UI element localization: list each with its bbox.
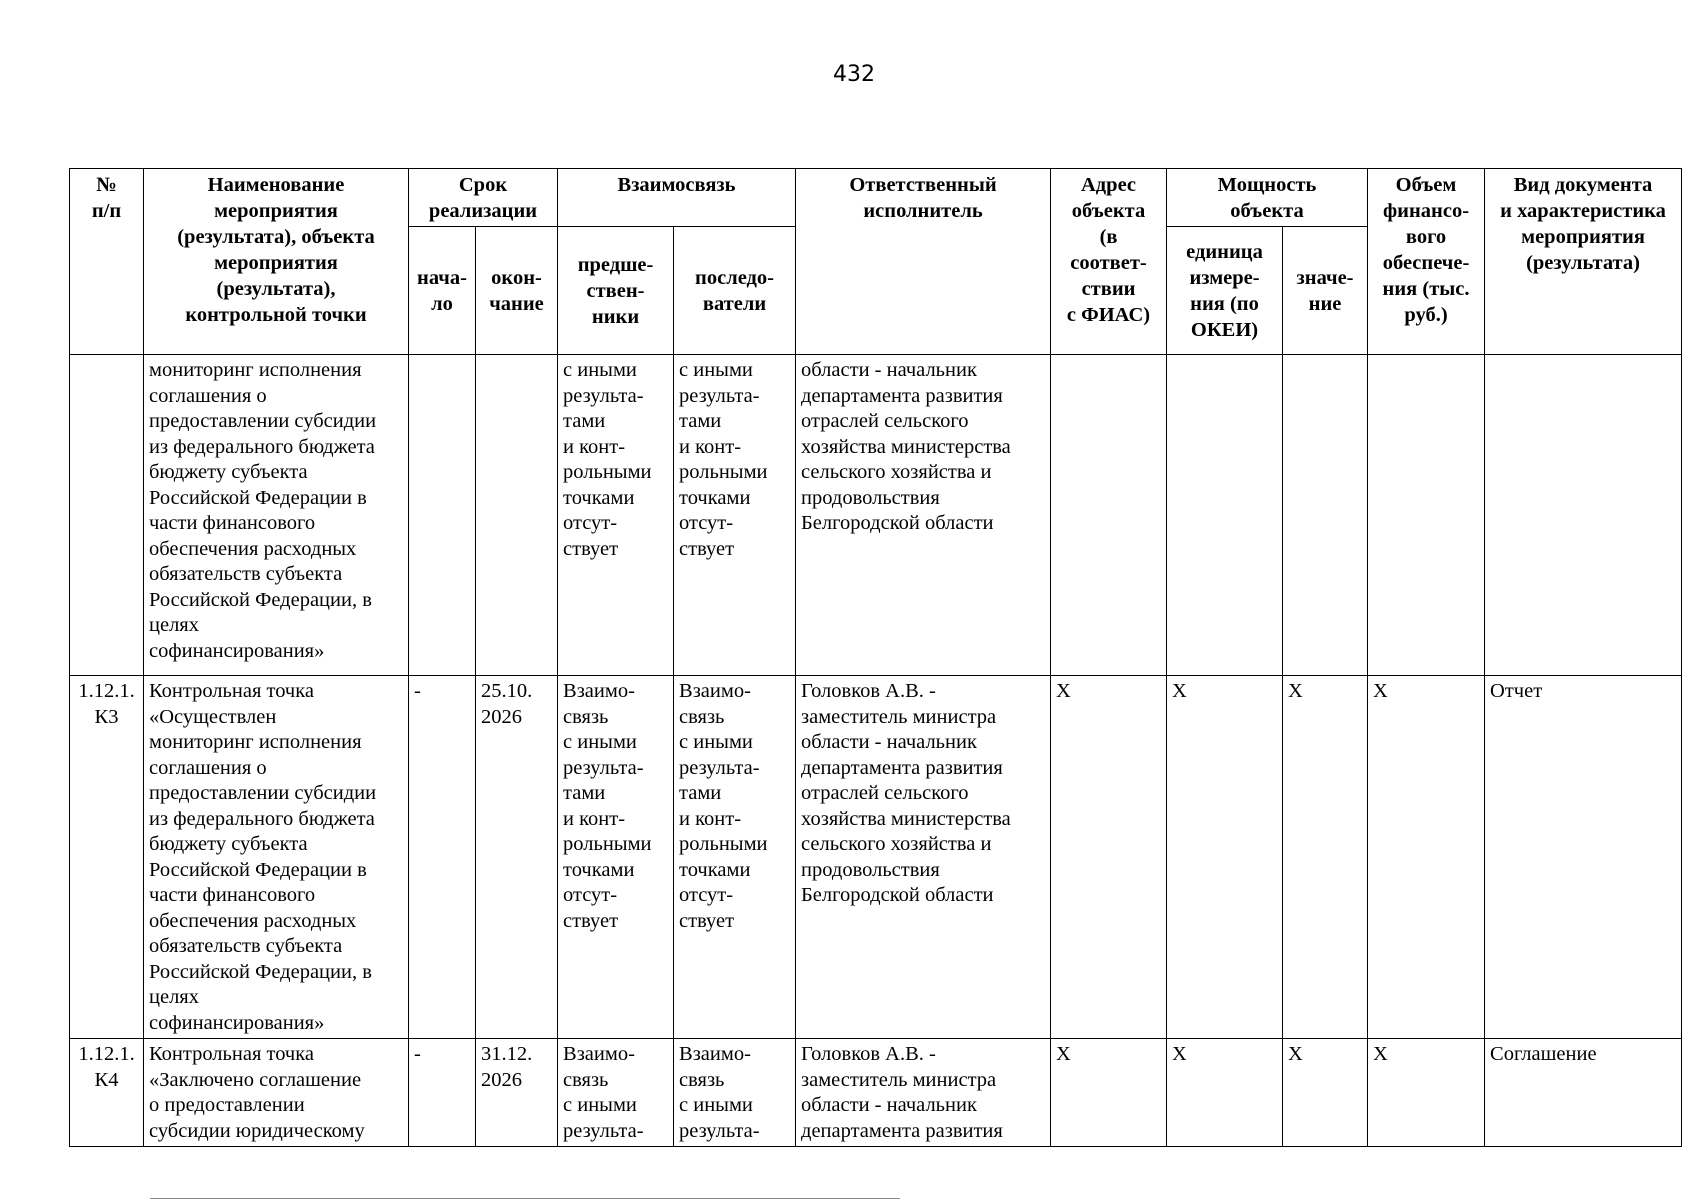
- cell-pred: Взаимо- связь с иными результа- тами и конт- рольными точками отсут- ствует: [558, 676, 674, 1039]
- cell-post: с иными результа- тами и конт- рольными точками отсут- ствует: [674, 355, 796, 676]
- cell-responsible: Головков А.В. - заместитель министра области - начальник департамента развития отраслей сельского хозяйства министерства сельского хозяйства и продовольствия Белгородской области: [796, 676, 1051, 1039]
- cell-pred: с иными результа- тами и конт- рольными точками отсут- ствует: [558, 355, 674, 676]
- cell-value: X: [1283, 1039, 1368, 1147]
- cell-responsible: Головков А.В. - заместитель министра области - начальник департамента развития: [796, 1039, 1051, 1147]
- header-responsible: Ответственный исполнитель: [796, 169, 1051, 355]
- header-term-start: нача- ло: [409, 227, 476, 355]
- cell-unit: X: [1167, 1039, 1283, 1147]
- cell-end: 31.12. 2026: [476, 1039, 558, 1147]
- cell-start: [409, 355, 476, 676]
- header-capacity-value: значе- ние: [1283, 227, 1368, 355]
- cell-unit: [1167, 355, 1283, 676]
- cell-num: 1.12.1. К3: [70, 676, 144, 1039]
- cell-doc: [1485, 355, 1682, 676]
- table-header: [70, 169, 1682, 355]
- page-number: 432: [833, 62, 875, 87]
- cell-num: [70, 355, 144, 676]
- cell-end: [476, 355, 558, 676]
- cell-address: [1051, 355, 1167, 676]
- header-term-end: окон- чание: [476, 227, 558, 355]
- cell-responsible: области - начальник департамента развития отраслей сельского хозяйства министерства сельского хозяйства и продовольствия Белгородской области: [796, 355, 1051, 676]
- header-num: № п/п: [70, 169, 144, 355]
- cell-finance: [1368, 355, 1485, 676]
- cell-value: [1283, 355, 1368, 676]
- header-finance: Объем финансо- вого обеспече- ния (тыс. руб.): [1368, 169, 1485, 355]
- cell-start: -: [409, 676, 476, 1039]
- header-link-pred: предше- ствен- ники: [558, 227, 674, 355]
- header-term: Срок реализации: [409, 169, 558, 227]
- cell-address: X: [1051, 676, 1167, 1039]
- cell-start: -: [409, 1039, 476, 1147]
- header-address: Адрес объекта (в соответ- ствии с ФИАС): [1051, 169, 1167, 355]
- cell-pred: Взаимо- связь с иными результа-: [558, 1039, 674, 1147]
- cell-name: мониторинг исполнения соглашения о предоставлении субсидии из федерального бюджета бюджету субъекта Российской Федерации в части финансового обеспечения расходных обязательств субъекта Российской Федерации, в целях софинансирования»: [144, 355, 409, 676]
- header-name: Наименование мероприятия (результата), объекта мероприятия (результата), контрольной точки: [144, 169, 409, 355]
- cell-unit: X: [1167, 676, 1283, 1039]
- header-link: Взаимосвязь: [558, 169, 796, 227]
- table-row: [70, 355, 1682, 676]
- footer-rule: [150, 1198, 900, 1199]
- header-capacity: Мощность объекта: [1167, 169, 1368, 227]
- cell-doc: Отчет: [1485, 676, 1682, 1039]
- table-row: [70, 676, 1682, 1039]
- cell-doc: Соглашение: [1485, 1039, 1682, 1147]
- cell-post: Взаимо- связь с иными результа- тами и конт- рольными точками отсут- ствует: [674, 676, 796, 1039]
- header-doc: Вид документа и характеристика мероприятия (результата): [1485, 169, 1682, 355]
- cell-end: 25.10. 2026: [476, 676, 558, 1039]
- cell-post: Взаимо- связь с иными результа-: [674, 1039, 796, 1147]
- cell-num: 1.12.1. К4: [70, 1039, 144, 1147]
- header-link-post: последо- ватели: [674, 227, 796, 355]
- table-row: [70, 1039, 1682, 1147]
- events-table: [69, 168, 1682, 1147]
- cell-name: Контрольная точка «Осуществлен мониторинг исполнения соглашения о предоставлении субсидии из федерального бюджета бюджету субъекта Российской Федерации в части финансового обеспечения расходных обязательств субъекта Российской Федерации, в целях софинансирования»: [144, 676, 409, 1039]
- cell-value: X: [1283, 676, 1368, 1039]
- header-capacity-unit: единица измере- ния (по ОКЕИ): [1167, 227, 1283, 355]
- cell-finance: X: [1368, 676, 1485, 1039]
- cell-address: X: [1051, 1039, 1167, 1147]
- cell-finance: X: [1368, 1039, 1485, 1147]
- cell-name: Контрольная точка «Заключено соглашение о предоставлении субсидии юридическому: [144, 1039, 409, 1147]
